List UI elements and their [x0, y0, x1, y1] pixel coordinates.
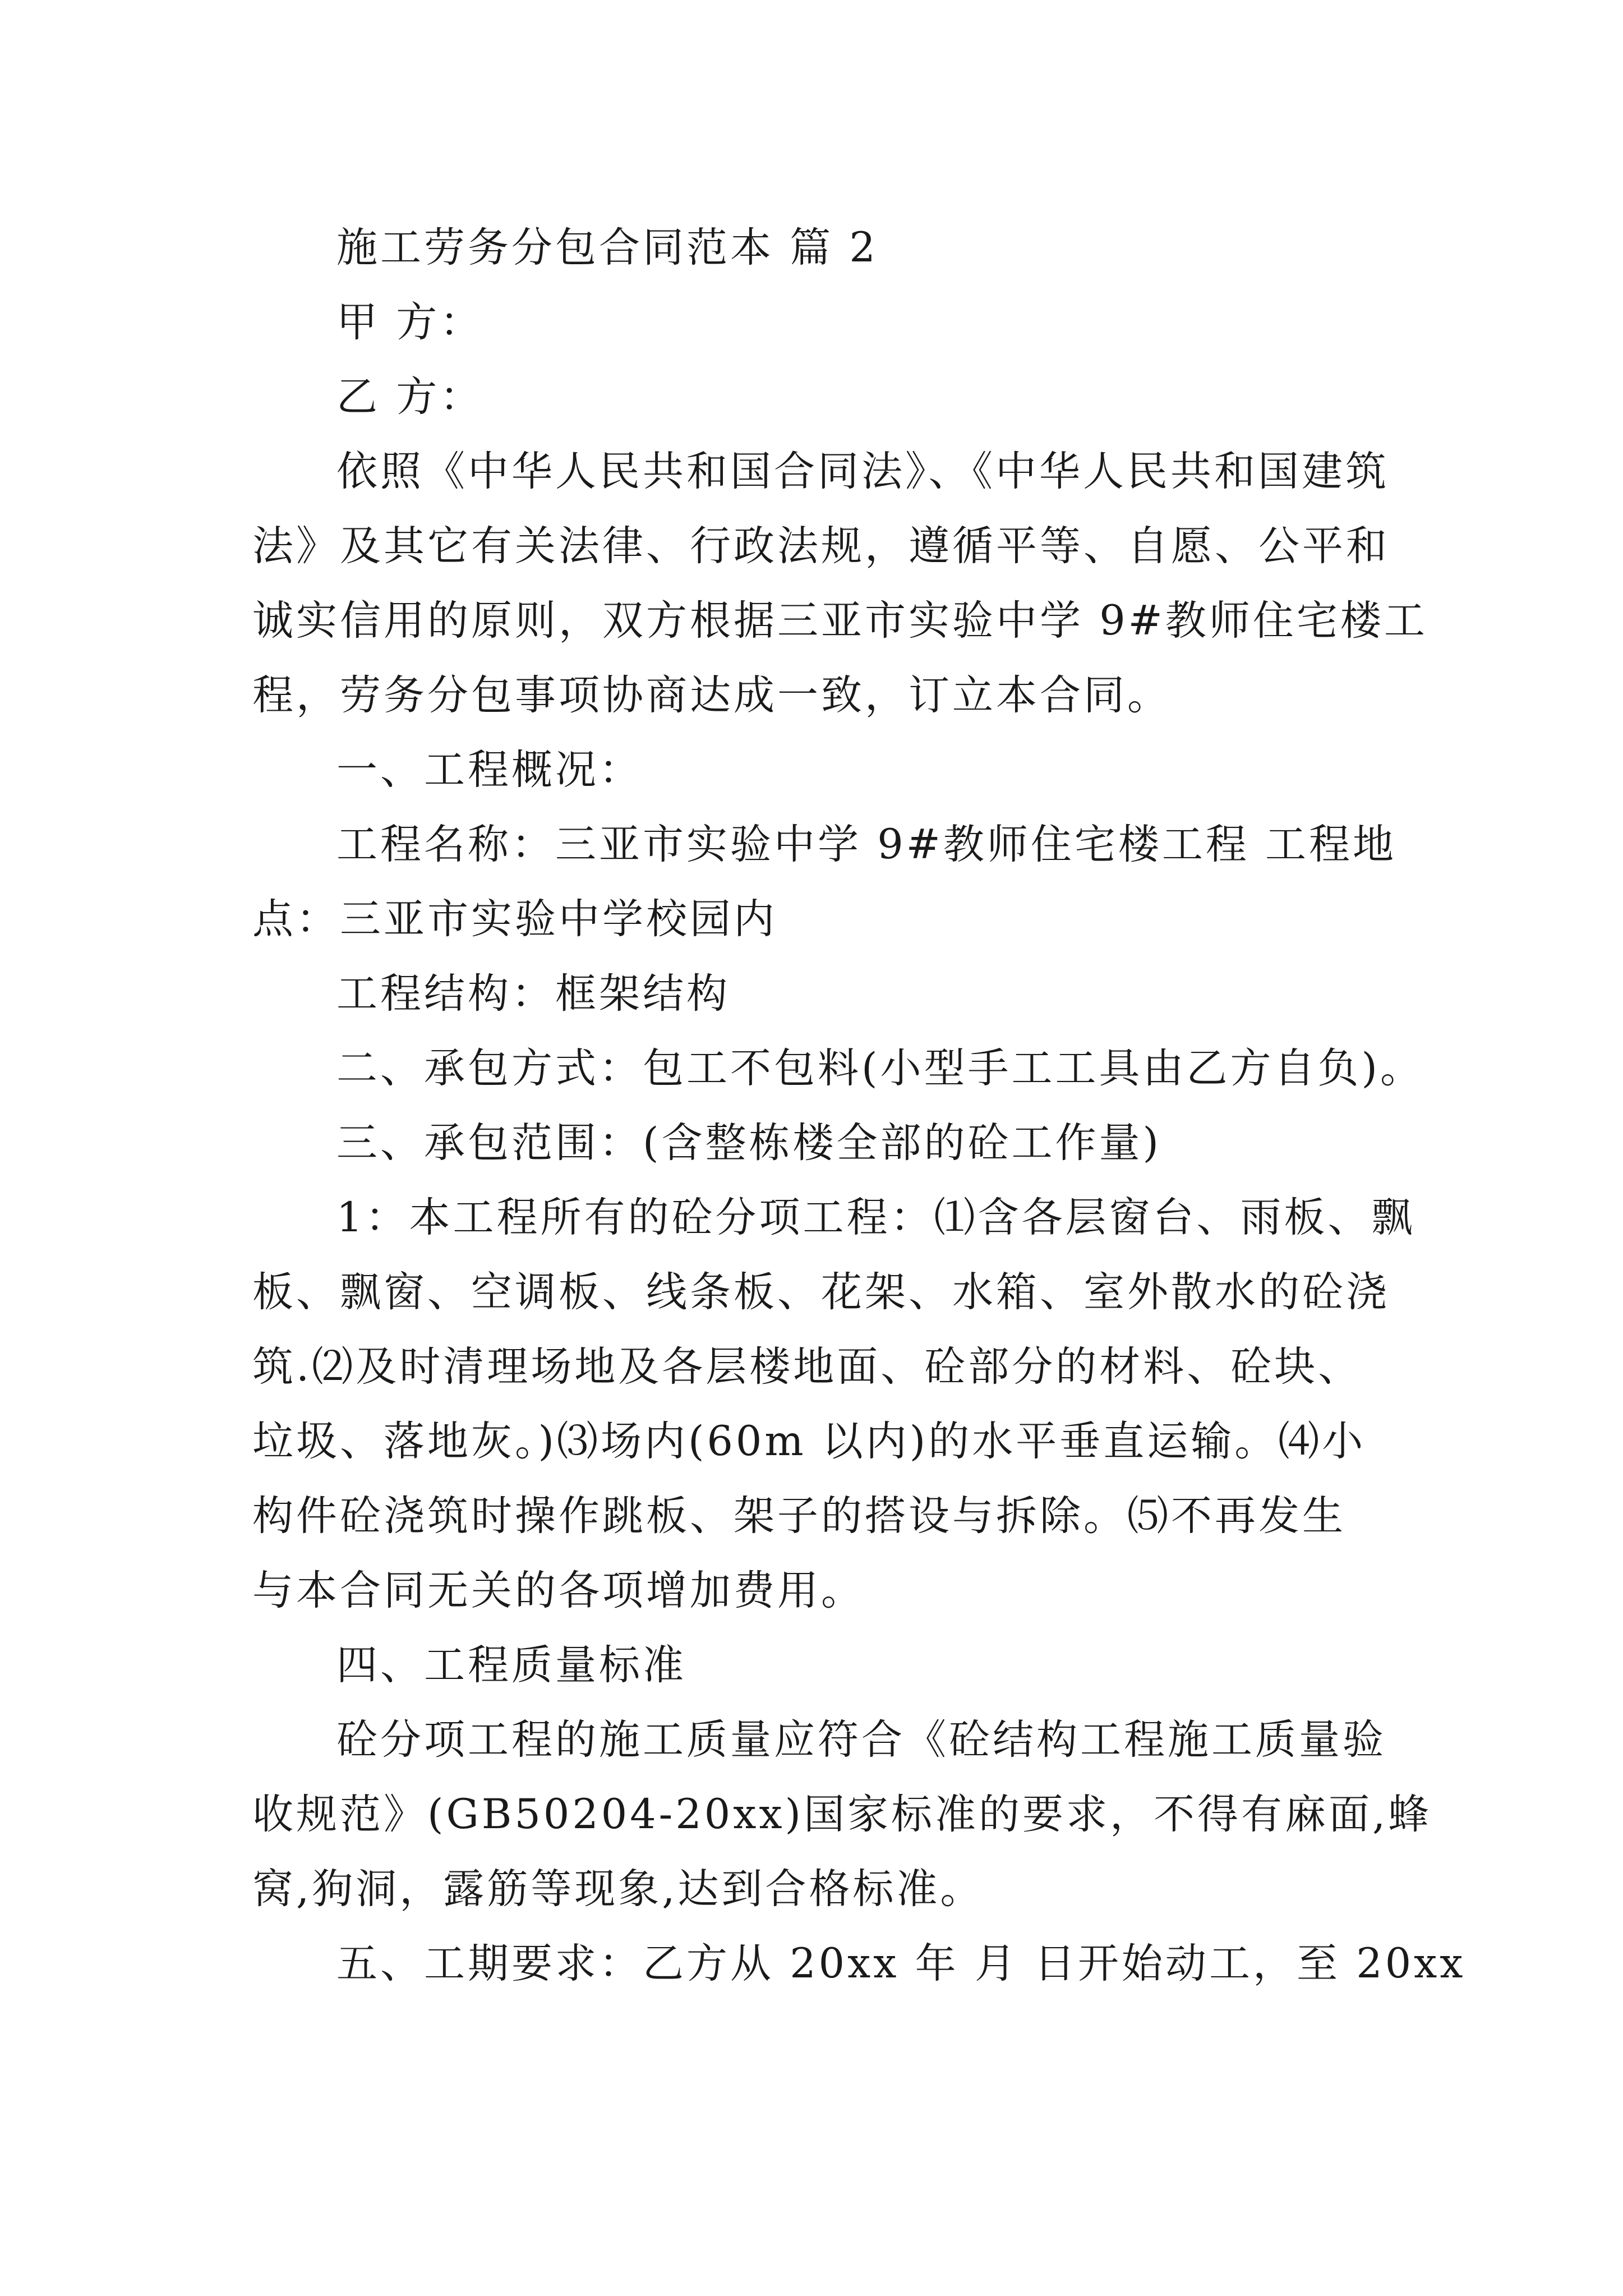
section-heading: 五、工期要求：乙方从 20xx 年 月 日开始动工，至 20xx — [336, 1940, 1466, 1987]
party-b-line: 乙 方： — [336, 373, 484, 421]
document-heading: 施工劳务分包合同范本 篇 2 — [336, 224, 878, 272]
text-line: 工程结构：框架结构 — [336, 970, 730, 1018]
section-heading: 二、承包方式：包工不包料(小型手工工具由乙方自负)。 — [336, 1045, 1424, 1092]
text-line: 砼分项工程的施工质量应符合《砼结构工程施工质量验 — [336, 1716, 1386, 1764]
text-line: 点：三亚市实验中学校园内 — [252, 895, 777, 943]
party-a-line: 甲 方： — [336, 298, 484, 346]
text-line: 法》及其它有关法律、行政法规，遵循平等、自愿、公平和 — [252, 522, 1390, 570]
text-line: 板、飘窗、空调板、线条板、花架、水箱、室外散水的砼浇 — [252, 1268, 1390, 1316]
text-line: 工程名称：三亚市实验中学 9#教师住宅楼工程 工程地 — [336, 821, 1397, 868]
text-line: 窝,狗洞，露筋等现象,达到合格标准。 — [252, 1865, 984, 1913]
text-line: 程，劳务分包事项协商达成一致，订立本合同。 — [252, 671, 1171, 719]
text-line: 收规范》(GB50204-20xx)国家标准的要求，不得有麻面,蜂 — [252, 1791, 1432, 1838]
text-line: 与本合同无关的各项增加费用。 — [252, 1567, 865, 1614]
section-heading: 四、工程质量标准 — [336, 1641, 686, 1689]
text-line: 诚实信用的原则，双方根据三亚市实验中学 9#教师住宅楼工 — [252, 597, 1428, 645]
section-heading: 三、承包范围：(含整栋楼全部的砼工作量) — [336, 1119, 1161, 1167]
text-line: 依照《中华人民共和国合同法》、《中华人民共和国建筑 — [336, 448, 1389, 495]
document-body — [252, 210, 1466, 2001]
text-line: 构件砼浇筑时操作跳板、架子的搭设与拆除。⑸不再发生 — [252, 1492, 1346, 1540]
text-line: 垃圾、落地灰。)⑶场内(60m 以内)的水平垂直运输。⑷小 — [252, 1418, 1366, 1465]
text-line: 1：本工程所有的砼分项工程：⑴含各层窗台、雨板、飘 — [336, 1194, 1415, 1241]
text-line: 筑.⑵及时清理场地及各层楼地面、砼部分的材料、砼块、 — [252, 1343, 1362, 1391]
section-heading: 一、工程概况： — [336, 746, 643, 794]
